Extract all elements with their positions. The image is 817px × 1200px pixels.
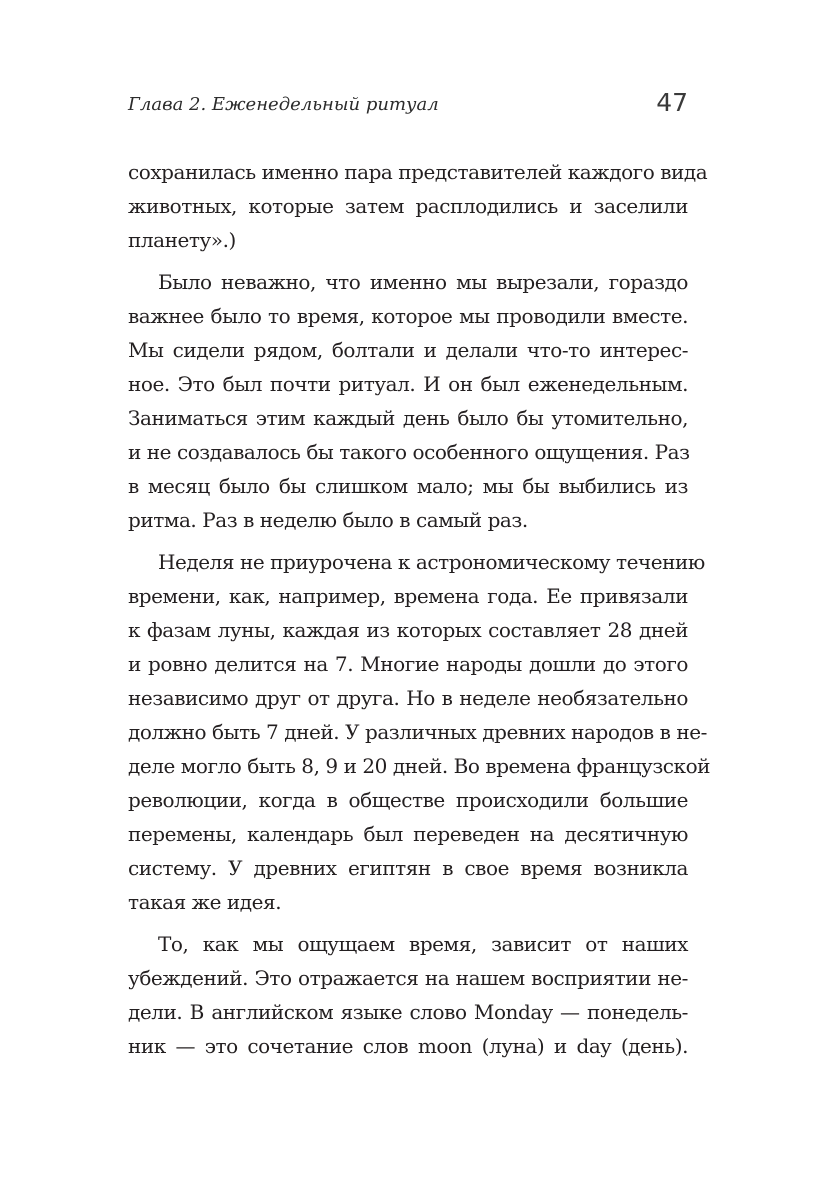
paragraph-4: [128, 927, 688, 1063]
text-line: сохранилась именно пара представителей каждого вида: [128, 160, 708, 184]
text-line: систему. У древних египтян в свое время возникла: [128, 856, 688, 880]
body-text: [128, 155, 711, 1071]
text-line: к фазам луны, каждая из которых составляет 28 дней: [128, 618, 688, 642]
text-line: Заниматься этим каждый день было бы утомительно,: [128, 406, 688, 430]
text-line: убеждений. Это отражается на нашем восприятии не-: [128, 966, 688, 990]
text-line: в месяц было бы слишком мало; мы бы выбились из: [128, 474, 688, 498]
text-line: Мы сидели рядом, болтали и делали что-то интерес-: [128, 338, 688, 362]
chapter-title: Глава 2. Еженедельный ритуал: [128, 94, 439, 115]
text-line: и не создавалось бы такого особенного ощущения. Раз: [128, 440, 690, 464]
page-number: 47: [656, 88, 688, 117]
text-line: дели. В английском языке слово Monday — понедель-: [128, 1000, 688, 1024]
paragraph-3: [128, 545, 711, 919]
text-line: перемены, календарь был переведен на десятичную: [128, 822, 688, 846]
paragraph-1: [128, 155, 708, 257]
text-line: ник — это сочетание слов moon (луна) и day (день).: [128, 1034, 688, 1058]
text-line: важнее было то время, которое мы проводили вместе.: [128, 304, 688, 328]
text-line: То, как мы ощущаем время, зависит от наших: [158, 932, 688, 956]
text-line: революции, когда в обществе происходили большие: [128, 788, 688, 812]
text-line: деле могло быть 8, 9 и 20 дней. Во времена французской: [128, 754, 711, 778]
text-line: ритма. Раз в неделю было в самый раз.: [128, 508, 528, 532]
text-line: ное. Это был почти ритуал. И он был еженедельным.: [128, 372, 688, 396]
text-line: времени, как, например, времена года. Ее привязали: [128, 584, 688, 608]
running-head: [128, 84, 688, 124]
text-line: Было неважно, что именно мы вырезали, гораздо: [158, 270, 688, 294]
text-line: такая же идея.: [128, 890, 282, 914]
text-line: независимо друг от друга. Но в неделе необязательно: [128, 686, 688, 710]
paragraph-2: [128, 265, 688, 537]
text-line: планету».): [128, 228, 236, 252]
text-line: Неделя не приурочена к астрономическому течению: [158, 550, 705, 574]
text-line: должно быть 7 дней. У различных древних народов в не-: [128, 720, 707, 744]
text-line: животных, которые затем расплодились и заселили: [128, 194, 688, 218]
text-line: и ровно делится на 7. Многие народы дошли до этого: [128, 652, 688, 676]
